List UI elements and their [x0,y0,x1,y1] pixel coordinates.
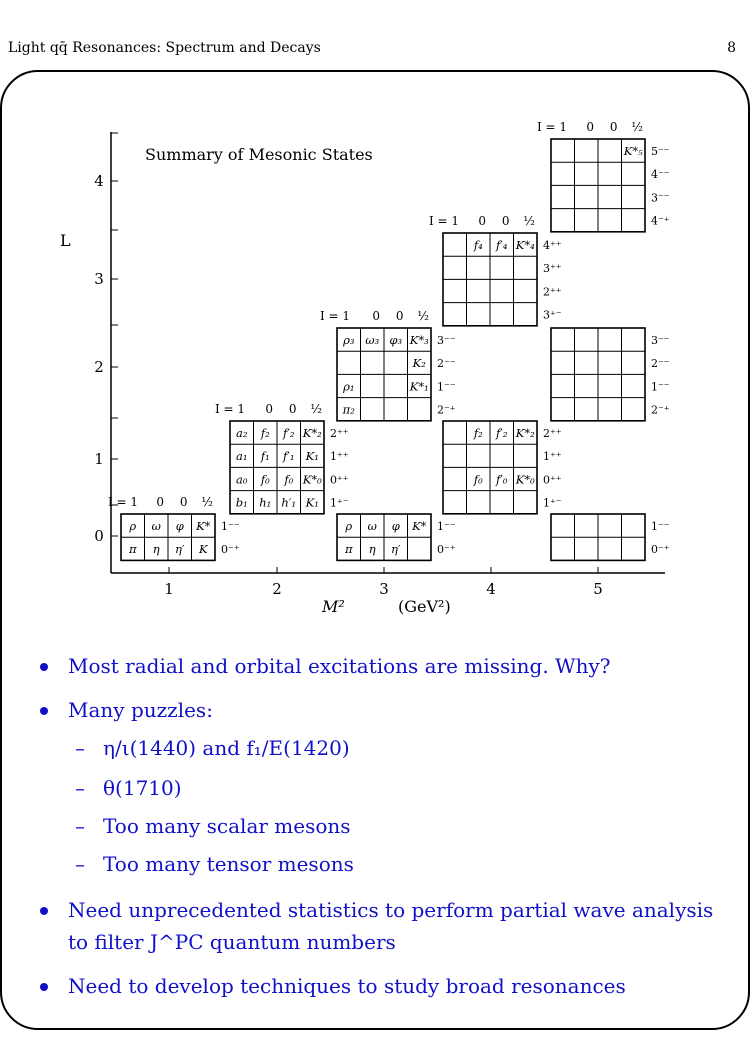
meson-cell: K*₂ [515,426,535,440]
jpc-label: 0⁻⁺ [651,543,670,557]
meson-grid-1 [108,495,240,560]
isospin-label: I = 1 [214,402,246,416]
meson-cell: K*₀ [515,472,535,487]
meson-cell: ω₃ [365,333,380,347]
meson-grid-7 [537,120,670,232]
meson-cell: K*₅ [623,144,643,158]
jpc-label: 2⁻⁺ [437,403,456,417]
meson-grid-5 [429,214,562,326]
isospin-label: 0 [586,120,595,134]
chart-title: Summary of Mesonic States [145,145,373,164]
x-tick-label: 4 [486,580,496,598]
meson-cell: a₀ [236,472,248,487]
meson-cell: f₂ [260,426,270,440]
meson-cell: ρ₃ [343,333,355,347]
meson-cell: b₁ [235,495,248,510]
y-tick-label: 0 [94,527,104,545]
jpc-label: 5⁻⁻ [651,145,670,158]
isospin-label: 0 [501,214,510,228]
isospin-label: I = 1 [428,214,460,228]
jpc-label: 1⁺⁺ [543,450,562,464]
meson-grid-3 [320,309,456,421]
meson-cell: K*₁ [409,379,429,394]
bullet-dot [40,983,48,991]
meson-cell: h′₁ [281,495,297,510]
isospin-label: ½ [631,120,644,134]
jpc-label: 2⁻⁺ [651,403,670,417]
jpc-label: 0⁻⁺ [437,543,456,557]
jpc-label: 3⁻⁻ [437,334,456,347]
y-tick-label: 3 [94,270,104,288]
y-axis-label: L [60,231,71,250]
isospin-label: 0 [179,495,188,509]
jpc-label: 1⁻⁻ [221,520,240,533]
jpc-label: 2⁻⁻ [651,357,670,371]
x-ticks [164,567,603,598]
meson-cell: φ [175,519,184,533]
y-tick-label: 2 [94,358,104,376]
meson-cell: f₁ [260,449,270,464]
isospin-label: 0 [265,402,274,416]
jpc-label: 2⁺⁺ [543,427,562,440]
bullet-statistics-cont: to filter J^PC quantum numbers [68,930,396,954]
isospin-label: I = 1 [107,495,139,509]
meson-cell: K₁ [305,495,319,510]
meson-cell: ρ [129,519,137,533]
jpc-label: 4⁺⁺ [543,239,562,252]
meson-cell: ρ₁ [343,379,355,394]
meson-cell: a₂ [236,426,248,440]
meson-grids [108,120,670,560]
meson-cell: f₀ [260,472,270,487]
header-title: Light qq̄ Resonances: Spectrum and Decays [8,40,321,56]
meson-cell: K₂ [412,356,426,371]
y-tick-label: 4 [94,172,104,190]
meson-cell: K*₃ [409,333,429,347]
y-tick-label: 1 [94,450,104,468]
isospin-label: ½ [417,309,430,323]
isospin-label: 0 [288,402,297,416]
meson-cell: f′₀ [496,472,508,487]
meson-cell: K*₀ [302,472,322,487]
meson-cell: ρ [345,519,353,533]
meson-cell: π₂ [342,402,355,417]
jpc-label: 0⁻⁺ [221,543,240,557]
isospin-label: I = 1 [536,120,568,134]
meson-cell: f′₂ [496,426,508,440]
jpc-label: 1⁺⁻ [543,496,562,510]
bullet-dot [40,663,48,671]
meson-cell: η [368,542,376,557]
jpc-label: 0⁺⁺ [330,473,349,487]
meson-cell: φ [391,519,400,533]
jpc-label: 1⁻⁻ [651,520,670,533]
isospin-label: ½ [201,495,214,509]
isospin-label: 0 [478,214,487,228]
jpc-label: 1⁻⁻ [437,520,456,533]
jpc-label: 1⁻⁻ [437,380,456,394]
isospin-label: 0 [372,309,381,323]
x-axis-label: M² [322,597,345,616]
meson-grid-8 [551,328,670,421]
jpc-label: 2⁺⁺ [330,427,349,440]
meson-cell: K₁ [305,449,319,464]
x-tick-label: 3 [379,580,389,598]
jpc-label: 2⁻⁻ [437,357,456,371]
meson-cell: f₄ [473,238,483,252]
meson-cell: φ₃ [389,333,403,347]
meson-cell: f₀ [284,472,294,487]
meson-cell: h₁ [259,495,272,510]
isospin-label: 0 [395,309,404,323]
isospin-label: 0 [609,120,618,134]
jpc-label: 0⁺⁺ [543,473,562,487]
meson-cell: K*₂ [302,426,322,440]
jpc-label: 1⁻⁻ [651,380,670,394]
meson-cell: K* [412,519,427,533]
meson-cell: K*₄ [515,238,535,252]
jpc-label: 4⁻⁺ [651,214,670,228]
x-axis-unit: (GeV²) [398,597,451,616]
bullet-dot [40,907,48,915]
jpc-label: 3⁻⁻ [651,334,670,347]
jpc-label: 3⁺⁻ [543,308,562,322]
meson-grid-6 [443,421,562,514]
meson-cell: K* [196,519,211,533]
x-tick-label: 1 [164,580,174,598]
meson-cell: π [344,542,353,557]
page-number: 8 [727,40,736,56]
meson-cell: f′₄ [496,238,508,252]
meson-grid-4 [337,514,456,560]
jpc-label: 1⁺⁻ [330,496,349,510]
meson-cell: f₂ [473,426,483,440]
meson-cell: K [198,542,208,557]
meson-cell: ω [367,519,377,533]
x-tick-label: 5 [593,580,603,598]
jpc-label: 4⁻⁻ [651,168,670,182]
meson-grid-9 [551,514,670,560]
meson-cell: a₁ [236,449,248,464]
jpc-label: 3⁻⁻ [651,191,670,205]
isospin-label: ½ [310,402,323,416]
meson-cell: f′₁ [283,449,295,464]
isospin-label: 0 [156,495,165,509]
meson-cell: f′₂ [283,426,295,440]
meson-cell: π [128,542,137,557]
jpc-label: 2⁺⁺ [543,285,562,299]
y-ticks [94,133,118,545]
jpc-label: 1⁺⁺ [330,450,349,464]
bullet-dot [40,707,48,715]
meson-cell: η′ [174,542,185,557]
meson-cell: η [152,542,160,557]
isospin-label: ½ [523,214,536,228]
x-tick-label: 2 [272,580,282,598]
isospin-label: I = 1 [319,309,351,323]
meson-cell: ω [151,519,161,533]
meson-grid-2 [215,402,349,514]
meson-cell: η′ [390,542,401,557]
meson-cell: f₀ [473,472,483,487]
jpc-label: 3⁺⁺ [543,262,562,276]
